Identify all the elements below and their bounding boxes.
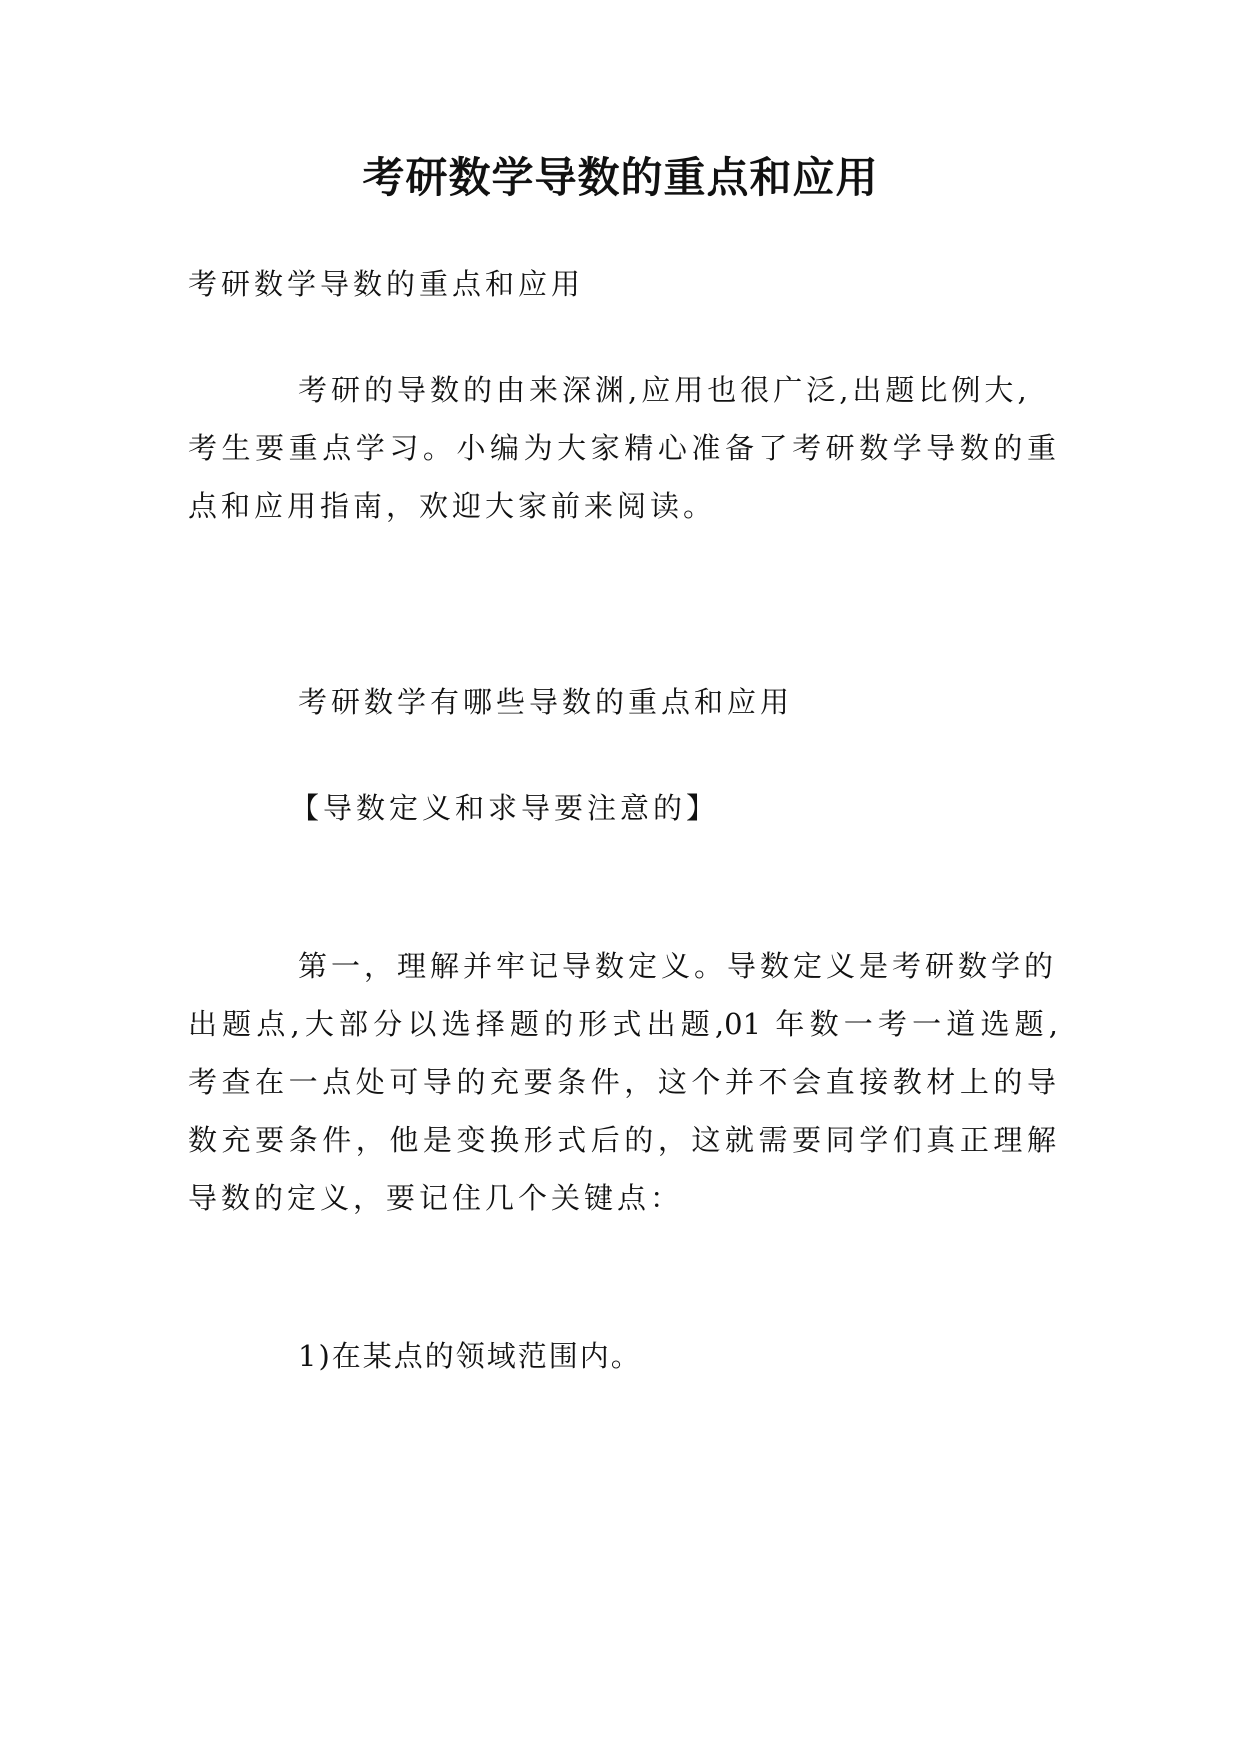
bracket-heading: 【导数定义和求导要注意的】 [290, 791, 720, 825]
list-item-1: 1)在某点的领域范围内。 [298, 1339, 642, 1373]
intro-line-3: 点和应用指南，欢迎大家前来阅读。 [188, 489, 717, 523]
document-title: 考研数学导数的重点和应用 [362, 153, 879, 202]
intro-line-1: 考研的导数的由来深渊,应用也很广泛,出题比例大, [298, 373, 1031, 407]
intro-line-2: 考生要重点学习。小编为大家精心准备了考研数学导数的重 [188, 431, 1058, 465]
point-one-line-2: 出题点,大部分以选择题的形式出题,01 年数一考一道选题, [188, 1007, 1058, 1041]
point-one-line-5: 导数的定义，要记住几个关键点： [188, 1181, 684, 1215]
section-heading: 考研数学有哪些导数的重点和应用 [298, 685, 794, 719]
point-one-line-4: 数充要条件，他是变换形式后的，这就需要同学们真正理解 [188, 1123, 1058, 1157]
subtitle-line: 考研数学导数的重点和应用 [188, 267, 585, 301]
point-one-line-3: 考查在一点处可导的充要条件，这个并不会直接教材上的导 [188, 1065, 1058, 1099]
point-one-line-1: 第一，理解并牢记导数定义。导数定义是考研数学的 [298, 949, 1058, 983]
